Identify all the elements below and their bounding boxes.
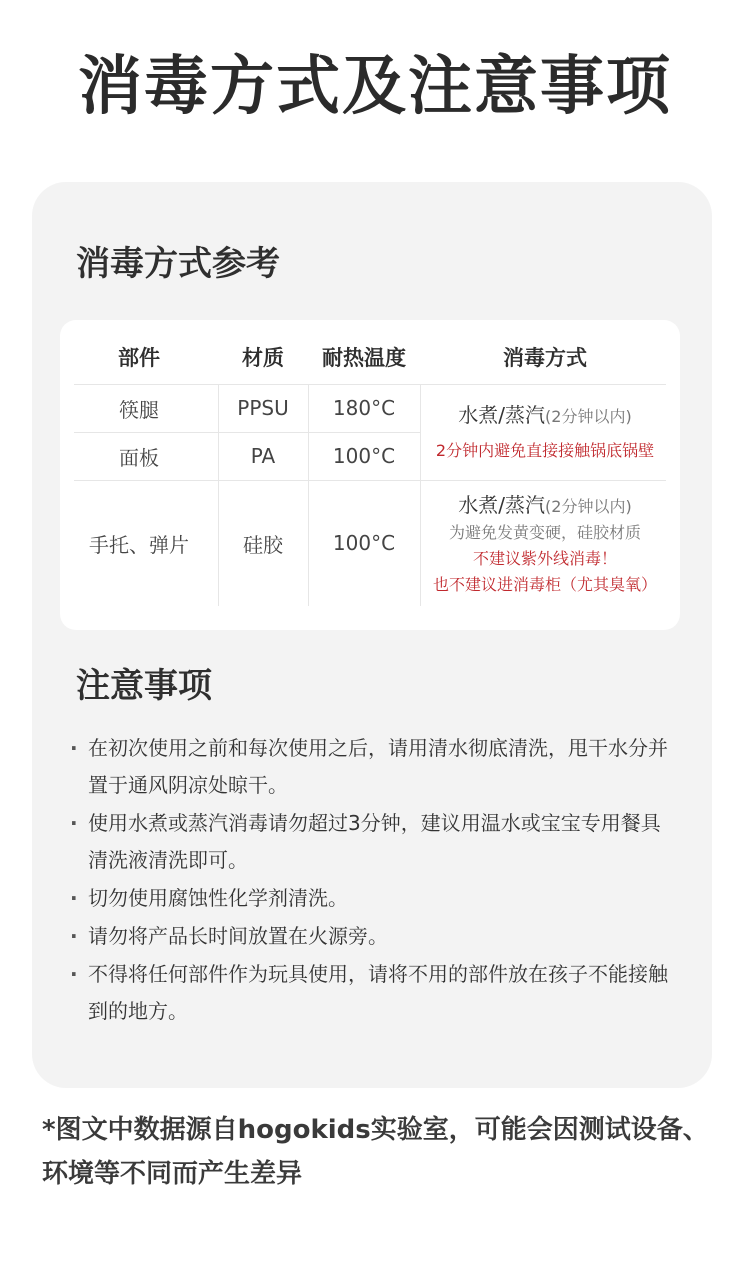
- list-item: · 切勿使用腐蚀性化学剂清洗。: [68, 880, 678, 917]
- list-item: · 请勿将产品长时间放置在火源旁。: [68, 918, 678, 955]
- list-item: · 在初次使用之前和每次使用之后，请用清水彻底清洗，甩干水分并置于通风阴凉处晾干。: [68, 730, 678, 804]
- method-cell-1: [420, 402, 670, 464]
- disinfection-table: [60, 320, 680, 630]
- footnote: *图文中数据源自hogokids实验室，可能会因测试设备、环境等不同而产生差异: [42, 1115, 709, 1189]
- notes-list: [68, 730, 678, 1031]
- method-warning: 2分钟内避免直接接触锅底锅壁: [435, 441, 655, 460]
- table-cell-part: 筷腿: [119, 397, 159, 422]
- page-title: 消毒方式及注意事项: [78, 50, 672, 124]
- header-part: 部件: [118, 346, 160, 370]
- list-item: · 使用水煮或蒸汽消毒请勿超过3分钟，建议用温水或宝宝专用餐具清洗液清洗即可。: [68, 805, 678, 879]
- table-cell-part: 手托、弹片: [89, 532, 189, 557]
- notes-title: 注意事项: [76, 666, 212, 706]
- table-cell-part: 面板: [119, 445, 159, 470]
- table-cell-material: PPSU: [237, 396, 289, 420]
- bullet: ·: [70, 736, 78, 760]
- reference-title: 消毒方式参考: [76, 244, 280, 284]
- table-cell-temp: 100°C: [332, 531, 396, 555]
- bullet: ·: [70, 962, 78, 986]
- table-cell-temp: 180°C: [332, 396, 396, 420]
- list-item: · 不得将任何部件作为玩具使用，请将不用的部件放在孩子不能接触到的地方。: [68, 956, 678, 1030]
- bullet: ·: [70, 811, 78, 835]
- bullet: ·: [70, 924, 78, 948]
- method-main: 水煮/蒸汽(2分钟以内): [458, 493, 632, 517]
- table-cell-temp: 100°C: [332, 444, 396, 468]
- method-warning: 不建议紫外线消毒！: [472, 549, 617, 568]
- method-note: 为避免发黄变硬，硅胶材质: [448, 523, 641, 542]
- header-method: 消毒方式: [503, 346, 587, 370]
- method-warning: 也不建议进消毒柜（尤其臭氧）: [432, 575, 657, 594]
- bullet: ·: [70, 886, 78, 910]
- table-cell-material: PA: [250, 444, 276, 468]
- table-cell-material: 硅胶: [243, 532, 283, 557]
- method-main: 水煮/蒸汽(2分钟以内): [458, 403, 632, 427]
- method-cell-2: [420, 492, 670, 598]
- content-panel: [32, 182, 712, 1088]
- header-material: 材质: [242, 346, 284, 370]
- header-temp: 耐热温度: [322, 346, 406, 370]
